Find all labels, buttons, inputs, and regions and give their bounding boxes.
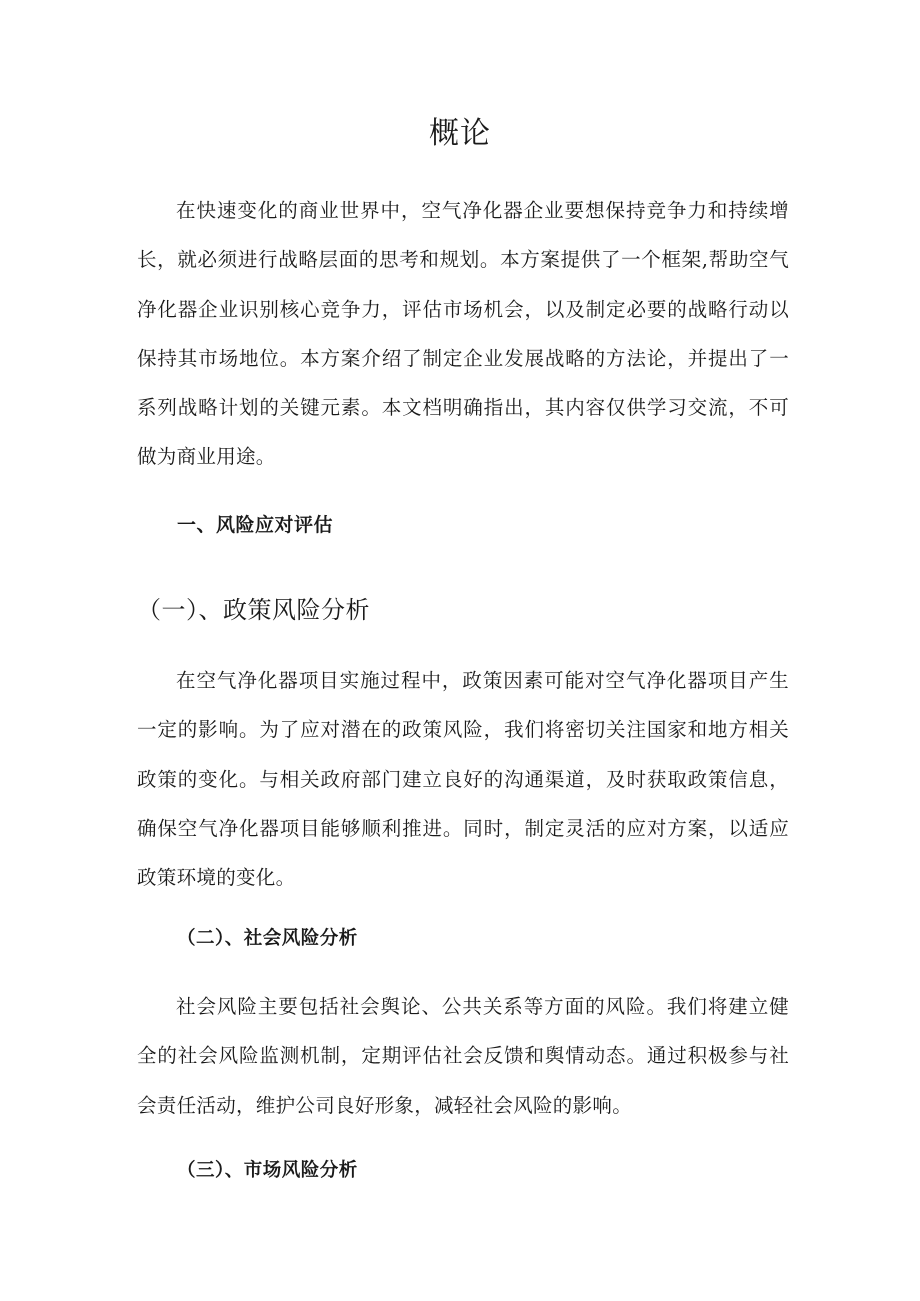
subsection-heading-policy-risk: （一）、政策风险分析 — [137, 596, 370, 624]
document-title: 概论 — [429, 116, 491, 151]
intro-paragraph: 在快速变化的商业世界中，空气净化器企业要想保持竞争力和持续增长，就必须进行战略层面的思考和规划。本方案提供了一个框架,帮助空气净化器企业识别核心竞争力，评估市场机会，以及制定必要的战略行动以保持其市场地位。本方案介绍了制定企业发展战略的方法论，并提出了一系列战略计划的关键元素。本文档明确指出，其内容仅供学习交流，不可做为商业用途。 — [137, 199, 789, 469]
social-risk-paragraph: 社会风险主要包括社会舆论、公共关系等方面的风险。我们将建立健全的社会风险监测机制，定期评估社会反馈和舆情动态。通过积极参与社会责任活动，维护公司良好形象，减轻社会风险的影响。 — [137, 995, 789, 1117]
section-heading-risk-assessment: 一、风险应对评估 — [177, 514, 334, 536]
subsection-heading-market-risk: （三）、市场风险分析 — [177, 1160, 358, 1181]
subsection-heading-social-risk: （二）、社会风险分析 — [177, 928, 358, 949]
policy-risk-paragraph: 在空气净化器项目实施过程中，政策因素可能对空气净化器项目产生一定的影响。为了应对潜在的政策风险，我们将密切关注国家和地方相关政策的变化。与相关政府部门建立良好的沟通渠道，及时获取政策信息，确保空气净化器项目能够顺利推进。同时，制定灵活的应对方案，以适应政策环境的变化。 — [137, 669, 789, 890]
